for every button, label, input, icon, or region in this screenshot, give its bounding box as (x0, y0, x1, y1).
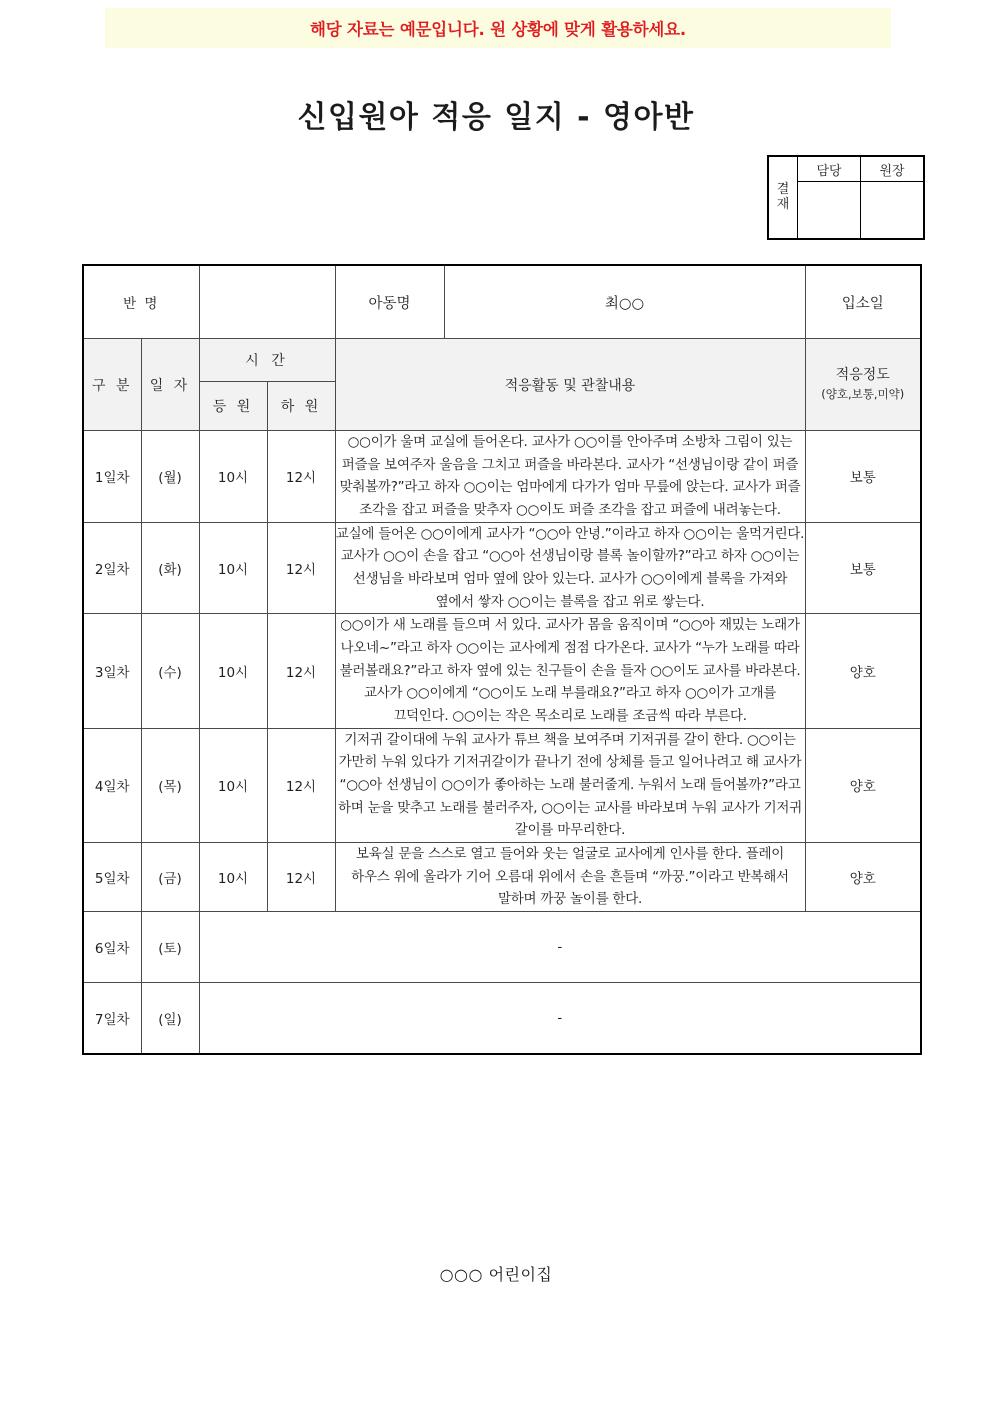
row-day: 7일차 (83, 983, 141, 1055)
approval-column-wonjang: 원장 (861, 157, 924, 182)
row-dow: (월) (141, 431, 199, 523)
row-departure-time[interactable]: 12시 (267, 431, 335, 523)
entry-date-label: 입소일 (841, 295, 884, 312)
class-name-value[interactable] (199, 265, 335, 339)
row-dow: (일) (141, 983, 199, 1055)
entry-date-group (805, 265, 921, 339)
approval-header-row (769, 157, 924, 182)
child-name-group (335, 265, 805, 339)
row-day: 4일차 (83, 728, 141, 842)
row-dow: (토) (141, 912, 199, 983)
header-level-main: 적응정도 (835, 367, 890, 384)
approval-label-line1: 결 (776, 181, 790, 197)
row-observation-content[interactable]: 보육실 문을 스스로 열고 들어와 웃는 얼굴로 교사에게 인사를 한다. 플레이 하우스 위에 올라가 기어 오름대 위에서 손을 흔들며 “까꿍.”이라고 반복해서 말하며 까꿍 놀이를 한다. (335, 843, 805, 912)
approval-label-cell (769, 157, 798, 239)
class-name-label: 반 명 (83, 265, 199, 339)
row-arrival-time[interactable]: 10시 (199, 431, 267, 523)
row-departure-time[interactable]: 12시 (267, 614, 335, 728)
row-observation-content[interactable]: 교실에 들어온 ○○이에게 교사가 “○○아 안녕.”이라고 하자 ○○이는 울먹거린다. 교사가 ○○이 손을 잡고 “○○아 선생님이랑 블록 놀이할까?”라고 하자 ○○이는 선생님을 바라보며 엄마 옆에 앉아 있는다. 교사가 ○○이에게 블록을 가져와 옆에서 쌓자 ○○이는 블록을 잡고 위로 쌓는다. (335, 522, 805, 614)
row-day: 6일차 (83, 912, 141, 983)
row-adaptation-level[interactable]: 양호 (805, 614, 921, 728)
row-departure-time[interactable]: 12시 (267, 522, 335, 614)
header-gubun: 구 분 (83, 339, 141, 431)
table-row (83, 614, 921, 728)
child-name-value[interactable]: 최○○ (604, 295, 645, 312)
row-adaptation-level[interactable]: 양호 (805, 843, 921, 912)
row-departure-time[interactable]: 12시 (267, 843, 335, 912)
header-ilja: 일 자 (141, 339, 199, 431)
table-row (83, 912, 921, 983)
row-arrival-time[interactable]: 10시 (199, 522, 267, 614)
row-dow: (수) (141, 614, 199, 728)
info-row (83, 265, 921, 339)
row-day: 1일차 (83, 431, 141, 523)
header-content: 적응활동 및 관찰내용 (335, 339, 805, 431)
approval-box (767, 155, 925, 240)
row-departure-time[interactable]: 12시 (267, 728, 335, 842)
row-arrival-time[interactable]: 10시 (199, 614, 267, 728)
row-adaptation-level[interactable]: 양호 (805, 728, 921, 842)
header-level (805, 339, 921, 431)
row-observation-content[interactable]: 기저귀 갈이대에 누워 교사가 튜브 책을 보여주며 기저귀를 갈이 한다. ○○이는 가만히 누워 있다가 기저귀갈이가 끝나기 전에 상체를 들고 일어나려고 해 교사가 “○○아 선생님이 ○○이가 좋아하는 노래 불러줄게. 누워서 노래 들어볼까?”라고 하며 눈을 맞추고 노래를 불러주자, ○○이는 교사를 바라보며 누워 교사가 기저귀 갈이를 마무리한다. (335, 728, 805, 842)
row-adaptation-level[interactable]: 보통 (805, 431, 921, 523)
row-arrival-time[interactable]: 10시 (199, 728, 267, 842)
adaptation-log-table (82, 264, 922, 1055)
row-observation-content[interactable]: ○○이가 새 노래를 들으며 서 있다. 교사가 몸을 움직이며 “○○아 재밌는 노래가 나오네~”라고 하자 ○○이는 교사에게 점점 다가온다. 교사가 “누가 노래를 따라 불러볼래요?”라고 하자 옆에 있는 친구들이 손을 들자 ○○이도 교사를 바라본다. 교사가 ○○이에게 “○○이도 노래 부를래요?”라고 하자 ○○이가 고개를 끄덕인다. ○○이는 작은 목소리로 노래를 조금씩 따라 부른다. (335, 614, 805, 728)
table-row (83, 522, 921, 614)
row-day: 5일차 (83, 843, 141, 912)
approval-label-line2: 재 (776, 196, 790, 212)
approval-column-damdang: 담당 (798, 157, 861, 182)
table-row (83, 728, 921, 842)
table-row (83, 983, 921, 1055)
child-name-label: 아동명 (336, 266, 445, 338)
footer-center-name: ○○○ 어린이집 (439, 1265, 553, 1284)
row-dow: (화) (141, 522, 199, 614)
approval-signature-wonjang[interactable] (861, 182, 924, 239)
header-sigan: 시 간 (199, 339, 335, 382)
row-arrival-time[interactable]: 10시 (199, 843, 267, 912)
header-deungwon: 등 원 (199, 382, 267, 431)
header-level-sub: (양호,보통,미약) (821, 386, 905, 401)
row-dow: (금) (141, 843, 199, 912)
table-row (83, 431, 921, 523)
row-adaptation-level[interactable]: 보통 (805, 522, 921, 614)
page-title: 신입원아 적응 일지 - 영아반 (297, 100, 695, 135)
row-observation-content[interactable]: - (199, 912, 921, 983)
row-day: 3일차 (83, 614, 141, 728)
notice-banner-text: 해당 자료는 예문입니다. 원 상황에 맞게 활용하세요. (310, 20, 686, 39)
row-observation-content[interactable]: - (199, 983, 921, 1055)
table-row (83, 843, 921, 912)
row-dow: (목) (141, 728, 199, 842)
notice-banner (105, 8, 891, 48)
row-day: 2일차 (83, 522, 141, 614)
approval-signature-damdang[interactable] (798, 182, 861, 239)
approval-table (768, 156, 924, 239)
row-observation-content[interactable]: ○○이가 울며 교실에 들어온다. 교사가 ○○이를 안아주며 소방차 그림이 있는 퍼즐을 보여주자 울음을 그치고 퍼즐을 바라본다. 교사가 “선생님이랑 같이 퍼즐 맞춰볼까?”라고 하자 ○○이는 엄마에게 다가가 엄마 무릎에 앉는다. 교사가 퍼즐 조각을 잡고 퍼즐을 맞추자 ○○이도 퍼즐 조각을 잡고 퍼즐에 내려놓는다. (335, 431, 805, 523)
table-header-row-1 (83, 339, 921, 382)
header-hawon: 하 원 (267, 382, 335, 431)
